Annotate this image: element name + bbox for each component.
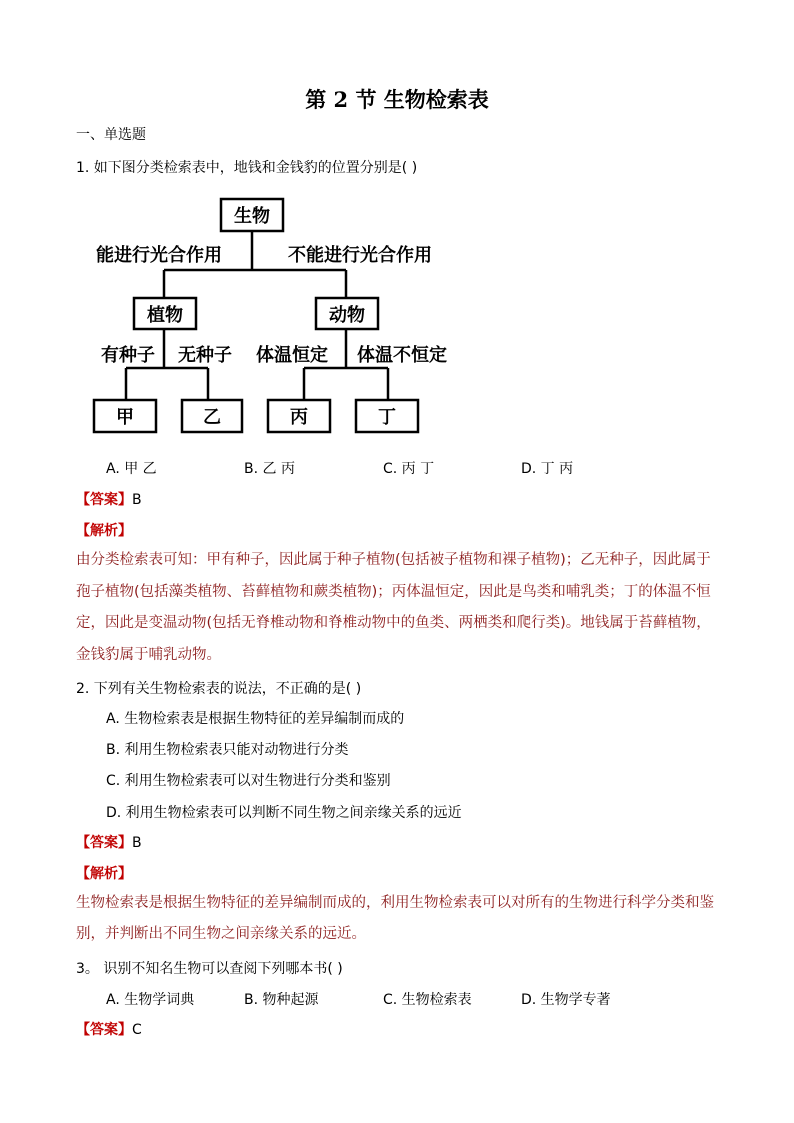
- diagram-root-label: 生物: [234, 206, 270, 227]
- question-2-stem: 2. 下列有关生物检索表的说法，不正确的是( ): [76, 681, 362, 697]
- page-title: 第 2 节 生物检索表: [305, 87, 489, 112]
- diagram-const-temp-label: 体温恒定: [256, 345, 328, 366]
- q1-analysis-text: 由分类检索表可知：甲有种子，因此属于种子植物(包括被子植物和裸子植物)；乙无种子，因此属于孢子植物(包括藻类植物、苔藓植物和蕨类植物)；丙体温恒定，因此是鸟类和哺乳类；丁的体温不恒定，因此是变温动物(包括无脊椎动物和脊椎动物中的鱼类、两栖类和爬行类)。地钱属于苔藓植物，金钱豹属于哺乳动物。: [76, 552, 711, 663]
- q2-option-b: B. 利用生物检索表只能对动物进行分类: [106, 742, 349, 758]
- q2-answer-value: B: [132, 835, 142, 851]
- diagram-plant-label: 植物: [147, 305, 183, 326]
- q1-answer: [76, 489, 142, 509]
- q1-option-d: D. 丁 丙: [521, 461, 574, 477]
- question-1-stem: 1. 如下图分类检索表中，地钱和金钱豹的位置分别是( ): [76, 160, 418, 176]
- section-heading: 一、单选题: [76, 127, 146, 143]
- diagram-has-seed-label: 有种子: [101, 345, 155, 366]
- diagram-ding-label: 丁: [378, 407, 396, 428]
- q1-answer-value: B: [132, 492, 142, 508]
- q3-answer-value: C: [132, 1022, 142, 1038]
- diagram-animal-label: 动物: [329, 305, 365, 326]
- diagram-var-temp-label: 体温不恒定: [357, 345, 447, 366]
- q3-answer: [76, 1019, 142, 1039]
- q1-option-a: A. 甲 乙: [106, 461, 157, 477]
- diagram-jia-label: 甲: [116, 407, 134, 428]
- diagram-right-branch-label: 不能进行光合作用: [288, 245, 432, 266]
- q2-option-d: D. 利用生物检索表可以判断不同生物之间亲缘关系的远近: [106, 805, 462, 821]
- diagram-left-branch-label: 能进行光合作用: [96, 245, 222, 266]
- question-3-stem: 3。 识别不知名生物可以查阅下列哪本书( ): [76, 961, 343, 977]
- q1-answer-label: 【答案】: [76, 492, 132, 508]
- classification-key-diagram: [80, 190, 460, 440]
- q3-option-d: D. 生物学专著: [521, 992, 611, 1008]
- q1-option-b: B. 乙 丙: [244, 461, 295, 477]
- q3-answer-label: 【答案】: [76, 1022, 132, 1038]
- q2-answer-label: 【答案】: [76, 835, 132, 851]
- q2-analysis-text: 生物检索表是根据生物特征的差异编制而成的，利用生物检索表可以对所有的生物进行科学分类和鉴别，并判断出不同生物之间亲缘关系的远近。: [76, 895, 714, 942]
- q2-option-c: C. 利用生物检索表可以对生物进行分类和鉴别: [106, 773, 391, 789]
- q2-option-a: A. 生物检索表是根据生物特征的差异编制而成的: [106, 711, 405, 727]
- q3-option-a: A. 生物学词典: [106, 992, 195, 1008]
- diagram-no-seed-label: 无种子: [178, 345, 232, 366]
- q2-answer: [76, 832, 142, 852]
- diagram-yi-label: 乙: [203, 407, 221, 428]
- q3-option-b: B. 物种起源: [244, 992, 319, 1008]
- q1-option-c: C. 丙 丁: [383, 461, 435, 477]
- q3-option-c: C. 生物检索表: [383, 992, 472, 1008]
- q1-analysis-label: 【解析】: [76, 523, 132, 539]
- q2-analysis-label: 【解析】: [76, 866, 132, 882]
- diagram-bing-label: 丙: [290, 407, 308, 428]
